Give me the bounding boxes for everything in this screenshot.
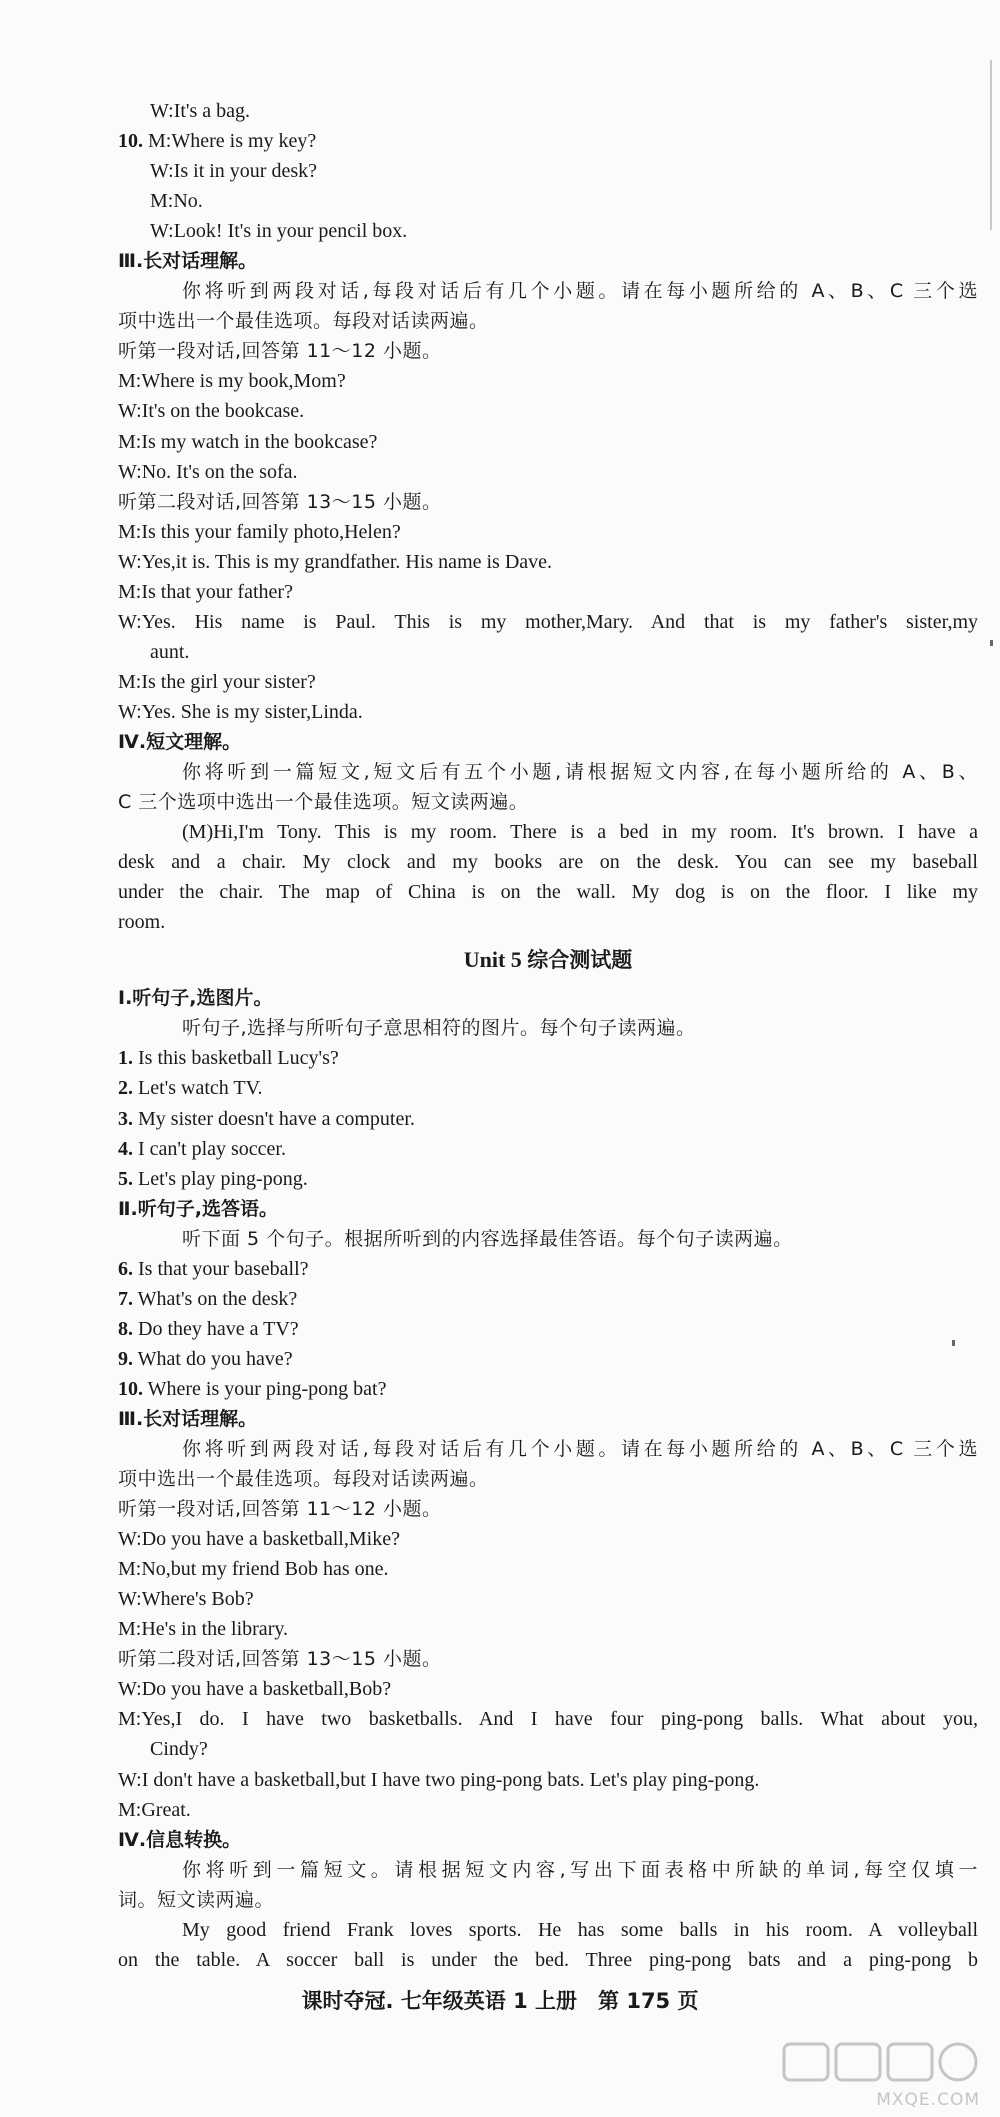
- line-text: M:Is that your father?: [118, 580, 293, 603]
- scan-speck: [952, 1340, 955, 1346]
- scan-speck: [990, 640, 993, 646]
- line-text: 听第二段对话,回答第 13～15 小题。: [118, 1648, 442, 1671]
- watermark-text: MXQE.COM: [876, 2090, 980, 2110]
- text-line: [118, 1644, 978, 1674]
- text-line: [118, 1885, 978, 1915]
- line-text: W:Yes. His name is Paul. This is my mother,Mary. And that is my father's sister,my: [118, 610, 978, 633]
- line-text: W:It's a bag.: [150, 100, 251, 122]
- line-text: Where is your ping-pong bat?: [143, 1377, 387, 1400]
- line-text: Ⅰ.听句子,选图片。: [118, 987, 273, 1010]
- line-text: W:Do you have a basketball,Bob?: [118, 1678, 392, 1701]
- text-line: [118, 457, 978, 487]
- line-text: M:No.: [150, 190, 203, 213]
- line-text: M:Is the girl your sister?: [118, 670, 316, 693]
- line-text: room.: [118, 911, 166, 934]
- unit-title: [118, 937, 978, 983]
- line-text: aunt.: [150, 640, 190, 663]
- line-text: W:Is it in your desk?: [150, 160, 318, 183]
- text-line: [118, 1013, 978, 1043]
- line-text: M:No,but my friend Bob has one.: [118, 1558, 389, 1581]
- line-text: My good friend Frank loves sports. He has some balls in his room. A volleyball: [182, 1918, 978, 1941]
- text-line: [118, 1584, 978, 1614]
- text-line: [118, 336, 978, 366]
- question-number: 7.: [118, 1287, 133, 1310]
- text-line: [118, 1765, 978, 1795]
- question-number: 4.: [118, 1137, 133, 1160]
- line-text: What's on the desk?: [133, 1287, 298, 1310]
- line-text: Do they have a TV?: [133, 1317, 299, 1340]
- text-line: [118, 1614, 978, 1644]
- line-text: W:It's on the bookcase.: [118, 400, 305, 423]
- line-text: 你将听到一篇短文,短文后有五个小题,请根据短文内容,在每小题所给的 A、B、: [182, 761, 978, 784]
- text-line: [118, 396, 978, 426]
- watermark-logo: [770, 2040, 980, 2110]
- text-line: [118, 787, 978, 817]
- line-text: Ⅳ.短文理解。: [118, 730, 242, 753]
- line-text: 项中选出一个最佳选项。每段对话读两遍。: [118, 1468, 489, 1491]
- line-text: 听下面 5 个句子。根据所听到的内容选择最佳答语。每个句子读两遍。: [182, 1227, 793, 1250]
- line-text: W:Look! It's in your pencil box.: [150, 220, 408, 243]
- text-line: [118, 1674, 978, 1704]
- question-number: 10.: [118, 130, 143, 153]
- section-heading: [118, 1194, 978, 1224]
- line-text: under the chair. The map of China is on the wall. My dog is on the floor. I like my: [118, 881, 978, 904]
- line-text: W:Yes. She is my sister,Linda.: [118, 700, 363, 723]
- text-line: [118, 156, 978, 186]
- text-line: [118, 847, 978, 877]
- text-line: [118, 96, 978, 126]
- text-line: [118, 1043, 978, 1073]
- line-text: 项中选出一个最佳选项。每段对话读两遍。: [118, 310, 489, 333]
- text-line: [118, 877, 978, 907]
- line-text: Ⅲ.长对话理解。: [118, 1407, 258, 1430]
- text-line: [118, 1945, 978, 1975]
- line-text: on the table. A soccer ball is under the bed. Three ping-pong bats and a ping-pong b: [118, 1948, 978, 1971]
- text-line: [118, 697, 978, 727]
- line-text: Ⅳ.信息转换。: [118, 1828, 242, 1851]
- text-line: [118, 757, 978, 787]
- line-text: 听第一段对话,回答第 11～12 小题。: [118, 340, 442, 363]
- line-text: M:Where is my key?: [143, 130, 317, 153]
- text-line: [118, 907, 978, 937]
- line-text: M:He's in the library.: [118, 1618, 289, 1641]
- text-line: [118, 276, 978, 306]
- text-line: [118, 1915, 978, 1945]
- line-text: W:Where's Bob?: [118, 1588, 254, 1611]
- question-number: 5.: [118, 1167, 133, 1190]
- line-text: M:Is this your family photo,Helen?: [118, 520, 401, 543]
- line-text: Is this basketball Lucy's?: [133, 1047, 339, 1070]
- line-text: Cindy?: [150, 1738, 208, 1761]
- line-text: W:No. It's on the sofa.: [118, 460, 298, 483]
- section-heading: [118, 246, 978, 276]
- text-line: [118, 487, 978, 517]
- text-line: [118, 1704, 978, 1734]
- line-text: What do you have?: [133, 1347, 293, 1370]
- line-text: I can't play soccer.: [133, 1137, 286, 1160]
- text-line: [118, 607, 978, 637]
- text-line: [118, 1314, 978, 1344]
- text-line: [118, 126, 978, 156]
- text-line: [118, 427, 978, 457]
- question-number: 8.: [118, 1317, 133, 1340]
- text-line: [118, 577, 978, 607]
- text-line: [118, 1284, 978, 1314]
- text-line: [118, 667, 978, 697]
- text-line: [118, 517, 978, 547]
- question-number: 9.: [118, 1347, 133, 1370]
- line-text: C 三个选项中选出一个最佳选项。短文读两遍。: [118, 791, 529, 814]
- text-line: [118, 1134, 978, 1164]
- page-edge-line: [990, 60, 992, 230]
- text-line: [118, 1164, 978, 1194]
- line-text: 你将听到两段对话,每段对话后有几个小题。请在每小题所给的 A、B、C 三个选: [182, 1438, 978, 1461]
- unit-title-en: Unit 5: [463, 947, 528, 973]
- line-text: W:Do you have a basketball,Mike?: [118, 1528, 400, 1551]
- question-number: 2.: [118, 1077, 133, 1100]
- text-line: [118, 547, 978, 577]
- text-line: [118, 1855, 978, 1885]
- text-line: [118, 1524, 978, 1554]
- text-line: [118, 366, 978, 396]
- text-line: [118, 1795, 978, 1825]
- text-line: [118, 1224, 978, 1254]
- section-heading: [118, 1404, 978, 1434]
- text-line: [118, 216, 978, 246]
- line-text: Ⅱ.听句子,选答语。: [118, 1197, 278, 1220]
- text-line: [118, 1434, 978, 1464]
- line-text: Is that your baseball?: [133, 1257, 309, 1280]
- line-text: Ⅲ.长对话理解。: [118, 250, 258, 273]
- page-footer: 课时夺冠. 七年级英语 1 上册 第 175 页: [301, 1989, 699, 2013]
- line-text: 你将听到一篇短文。请根据短文内容,写出下面表格中所缺的单词,每空仅填一: [182, 1858, 978, 1881]
- line-text: 你将听到两段对话,每段对话后有几个小题。请在每小题所给的 A、B、C 三个选: [182, 280, 978, 303]
- line-text: M:Is my watch in the bookcase?: [118, 430, 378, 453]
- watermark-icon: [780, 2040, 980, 2084]
- line-text: 听第二段对话,回答第 13～15 小题。: [118, 490, 442, 513]
- text-line: [118, 1073, 978, 1103]
- section-heading: [118, 983, 978, 1013]
- line-text: 听第一段对话,回答第 11～12 小题。: [118, 1498, 442, 1521]
- line-text: (M)Hi,I'm Tony. This is my room. There is a bed in my room. It's brown. I have a: [182, 821, 978, 844]
- line-text: My sister doesn't have a computer.: [133, 1107, 415, 1130]
- question-number: 3.: [118, 1107, 133, 1130]
- text-line: [118, 1464, 978, 1494]
- text-line: [118, 1104, 978, 1134]
- line-text: Let's watch TV.: [133, 1077, 263, 1100]
- unit-title-cn: 综合测试题: [527, 948, 633, 973]
- text-line: [118, 1254, 978, 1284]
- text-line: [118, 1344, 978, 1374]
- line-text: 词。短文读两遍。: [118, 1888, 275, 1911]
- text-column: [118, 96, 978, 1975]
- line-text: M:Yes,I do. I have two basketballs. And I have four ping-pong balls. What about you,: [118, 1708, 978, 1731]
- line-text: M:Great.: [118, 1798, 191, 1821]
- question-number: 6.: [118, 1257, 133, 1280]
- line-text: M:Where is my book,Mom?: [118, 370, 346, 393]
- line-text: desk and a chair. My clock and my books are on the desk. You can see my baseball: [118, 851, 978, 874]
- section-heading: [118, 1825, 978, 1855]
- line-text: 听句子,选择与所听句子意思相符的图片。每个句子读两遍。: [182, 1017, 696, 1040]
- text-line: [118, 817, 978, 847]
- text-line: [118, 186, 978, 216]
- line-text: W:Yes,it is. This is my grandfather. His name is Dave.: [118, 550, 553, 573]
- question-number: 1.: [118, 1047, 133, 1070]
- question-number: 10.: [118, 1377, 143, 1400]
- line-text: W:I don't have a basketball,but I have two ping-pong bats. Let's play ping-pong.: [118, 1768, 760, 1791]
- text-line: [118, 1374, 978, 1404]
- text-line: [118, 306, 978, 336]
- section-heading: [118, 727, 978, 757]
- text-line: [118, 1734, 978, 1764]
- line-text: Let's play ping-pong.: [133, 1167, 308, 1190]
- text-line: [118, 637, 978, 667]
- text-line: [118, 1494, 978, 1524]
- text-line: [118, 1554, 978, 1584]
